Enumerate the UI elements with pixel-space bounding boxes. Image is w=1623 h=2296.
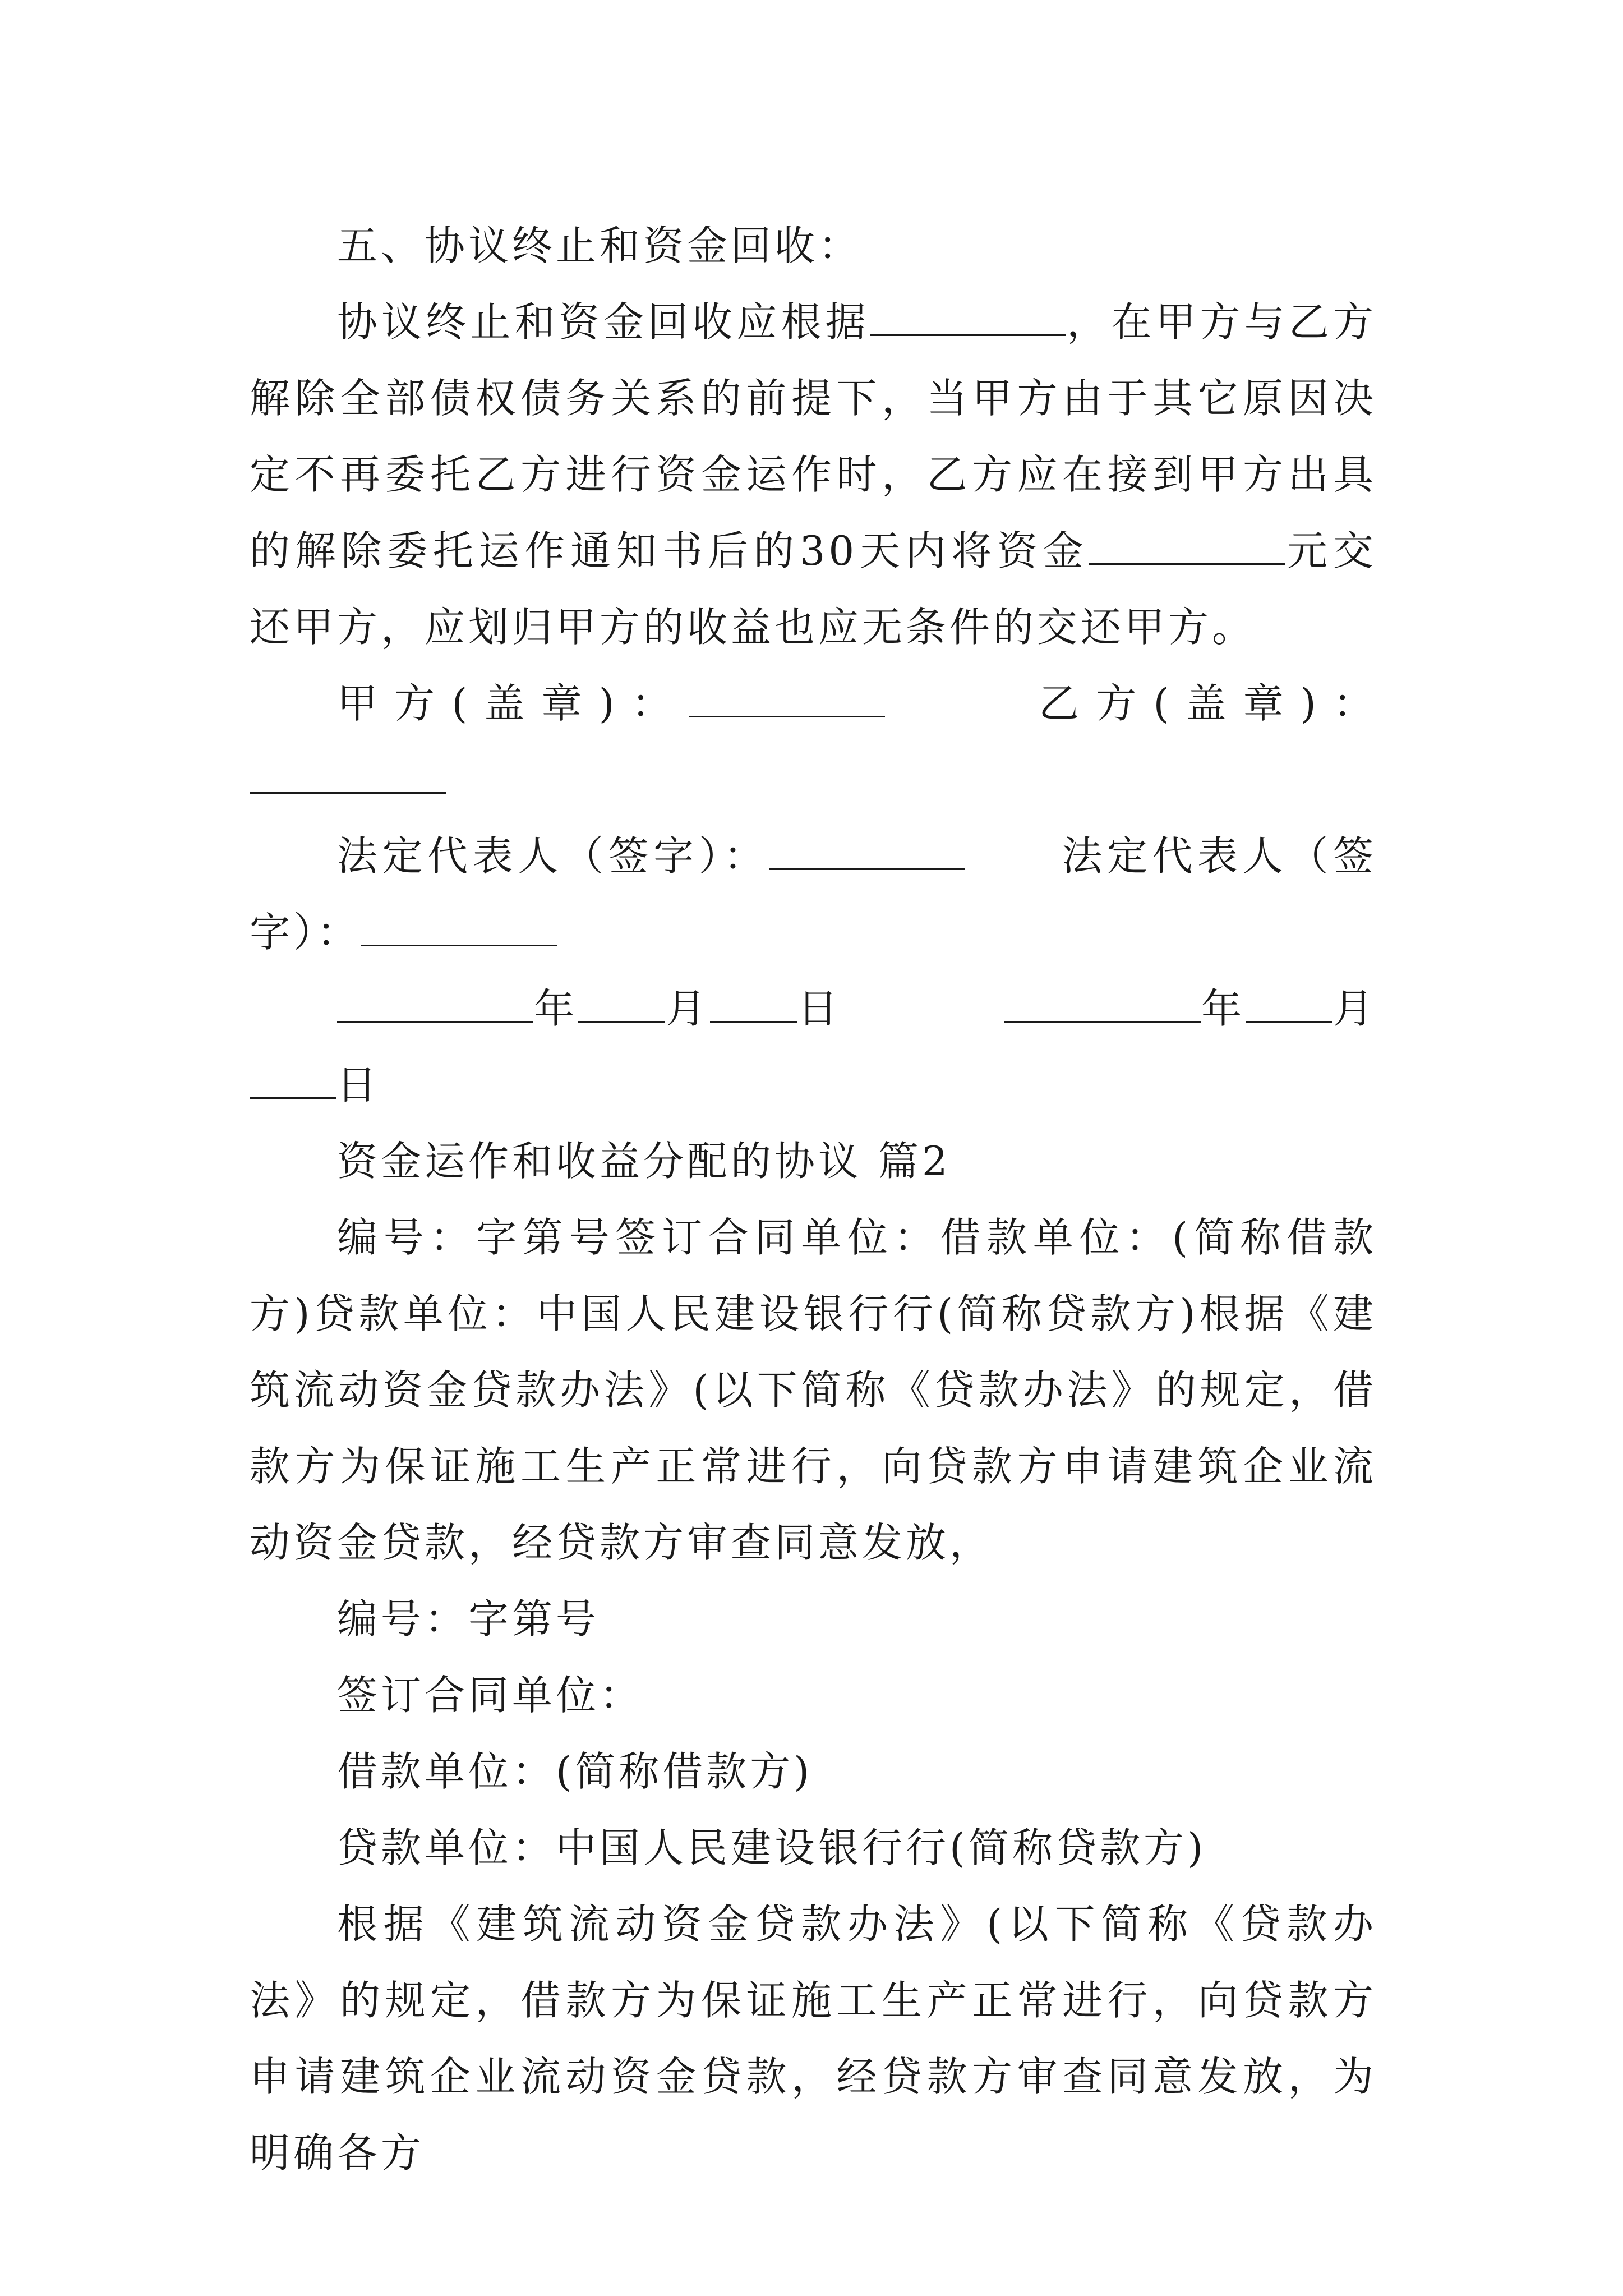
document-body <box>250 208 1377 2191</box>
blank-line <box>689 705 885 717</box>
paragraph-sign-units: 签订合同单位： <box>337 1672 644 1719</box>
paragraph-intro: 编号：字第号签订合同单位：借款单位：(简称借款方)贷款单位：中国人民建设银行行(简称贷款方)根据《建筑流动资金贷款办法》(以下简称《贷款办法》的规定，借款方为保证施工生产正常进行，向贷款方申请建筑企业流动资金贷款，经贷款方审查同意发放， <box>250 1214 1377 1566</box>
blank-line <box>870 323 1066 336</box>
date-line: 年 月 日 年 月日 <box>250 970 1377 1123</box>
section-heading: 五、协议终止和资金回收： <box>337 222 863 269</box>
paragraph-number: 编号：字第号 <box>337 1595 600 1642</box>
blank-line <box>250 1086 336 1099</box>
blank-line <box>769 857 965 870</box>
blank-line <box>578 1010 665 1023</box>
blank-line <box>250 781 446 794</box>
blank-line <box>1089 552 1285 565</box>
paragraph-borrower: 借款单位：(简称借款方) <box>337 1748 813 1795</box>
blank-line <box>1004 1010 1201 1023</box>
paragraph-termination: 协议终止和资金回收应根据 ，在甲方与乙方解除全部债权债务关系的前提下，当甲方由于其它原因决定不再委托乙方进行资金运作时，乙方应在接到甲方出具的解除委托运作通知书后的30天内将资金 元交还甲方，应划归甲方的收益也应无条件的交还甲方。 <box>250 298 1377 651</box>
legal-representative-line: 法定代表人（签字）： 法定代表人（签字）： <box>250 832 1377 956</box>
blank-line <box>337 1010 533 1023</box>
blank-line <box>710 1010 797 1023</box>
paragraph-basis: 根据《建筑流动资金贷款办法》(以下简称《贷款办法》的规定，借款方为保证施工生产正常进行，向贷款方申请建筑企业流动资金贷款，经贷款方审查同意发放，为明确各方 <box>250 1901 1377 2177</box>
signature-seal-line: 甲方(盖章)： 乙方(盖章)： <box>250 665 1377 818</box>
blank-line <box>361 933 557 946</box>
article-title: 资金运作和收益分配的协议 篇2 <box>337 1138 951 1185</box>
blank-line <box>1246 1010 1332 1023</box>
paragraph-lender: 贷款单位：中国人民建设银行行(简称贷款方) <box>337 1824 1207 1871</box>
